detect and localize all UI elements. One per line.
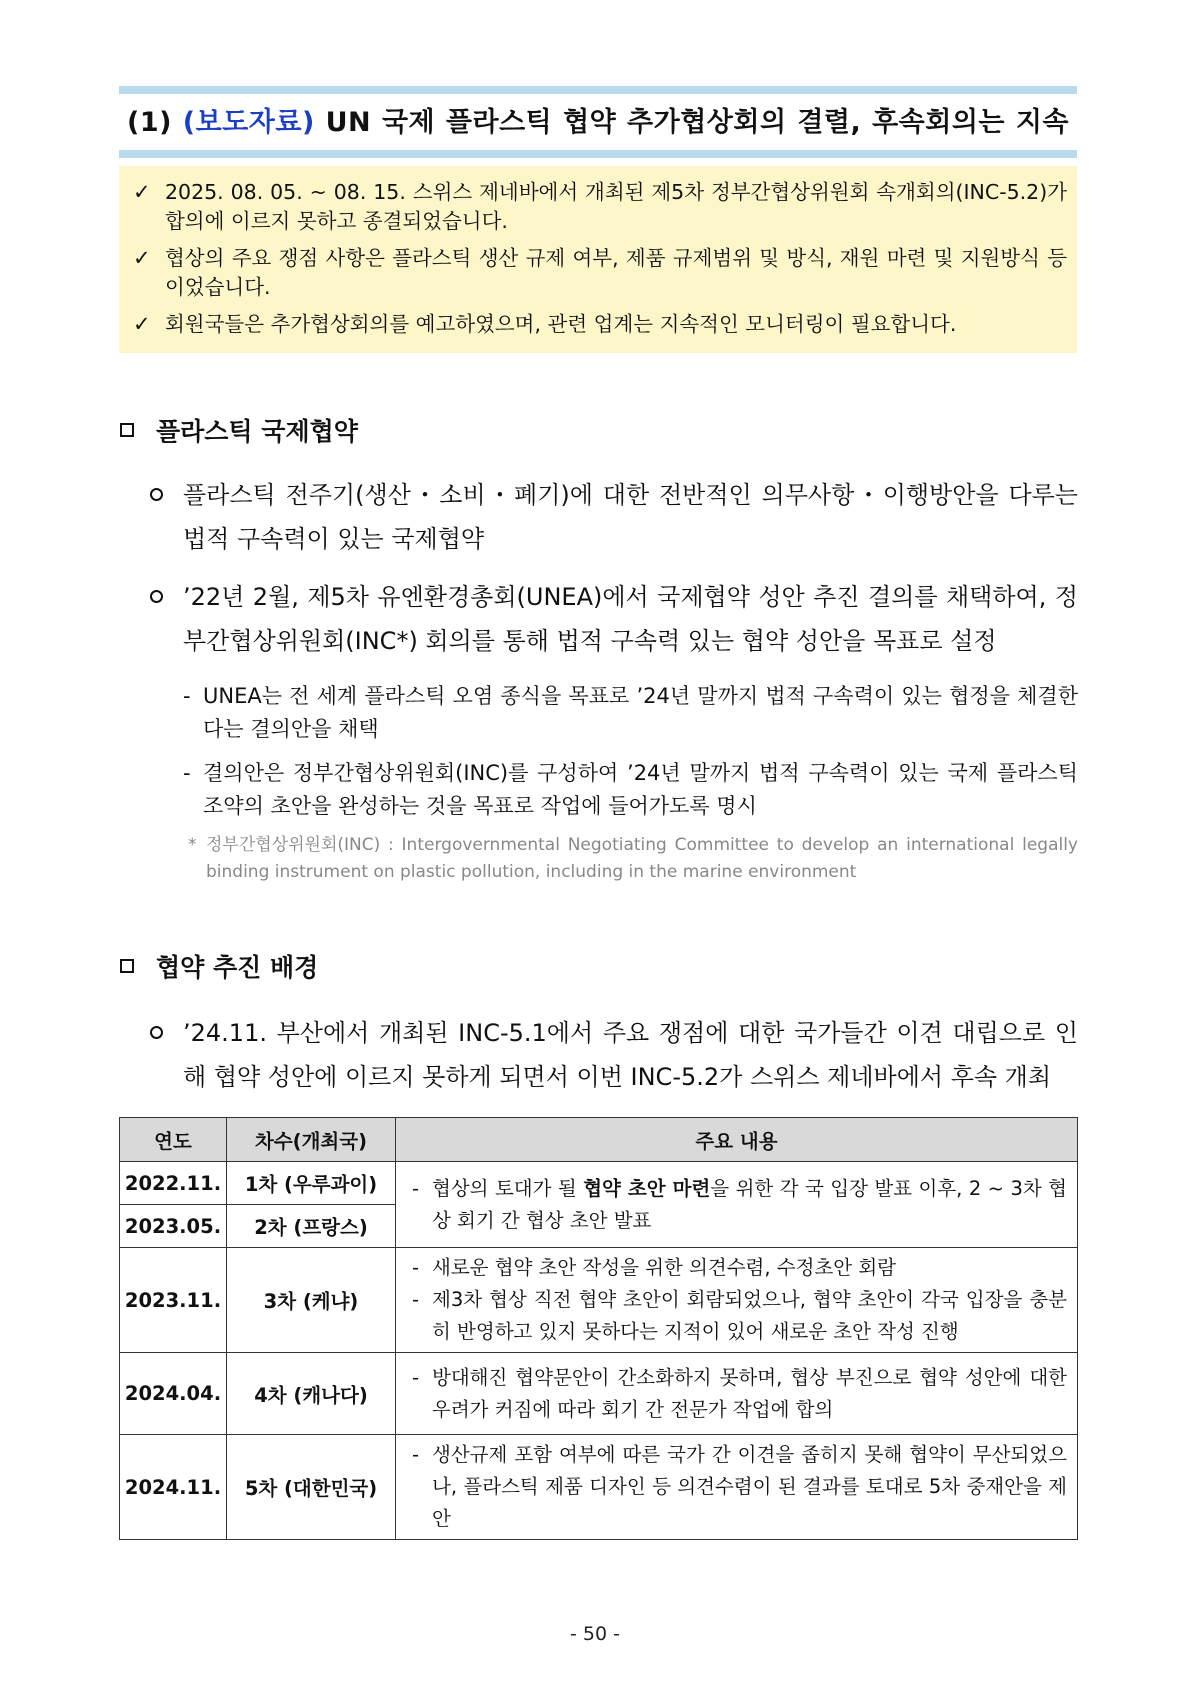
dash-text: 결의안은 정부간협상위원회(INC)를 구성하여 ’24년 말까지 법적 구속력이 있는 국제 플라스틱 조약의 초안을 완성하는 것을 목표로 작업에 들어가도록 명시 — [203, 761, 1078, 818]
summary-text: 2025. 08. 05. ~ 08. 15. 스위스 제네바에서 개최된 제5차 정부간협상위원회 속개회의(INC-5.2)가 합의에 이르지 못하고 종결되었습니다. — [165, 180, 1067, 233]
header-round: 차수(개최국) — [227, 1118, 396, 1162]
content-text: 새로운 협약 초안 작성을 위한 의견수렴, 수정초안 회람 — [432, 1256, 897, 1279]
dash-mark: - — [183, 761, 191, 785]
dash-text: UNEA는 전 세계 플라스틱 오염 종식을 목표로 ’24년 말까지 법적 구속력이 있는 협정을 체결한다는 결의안을 채택 — [203, 684, 1078, 741]
content-segment: 을 위한 각 국 입장 발표 이후, 2 ~ 3차 협상 회기 간 협상 초안 발표 — [432, 1176, 1067, 1232]
year-cell: 2024.11. — [120, 1435, 227, 1540]
content-text — [432, 1173, 1067, 1237]
summary-item — [133, 244, 1067, 302]
dash-item — [183, 757, 1078, 823]
content-text: 제3차 협상 직전 협약 초안이 회람되었으나, 협약 초안이 각국 입장을 충분히 반영하고 있지 못하다는 지적이 있어 새로운 초안 작성 진행 — [432, 1288, 1067, 1343]
section-heading-text: 협약 추진 배경 — [156, 953, 319, 982]
title-text: UN 국제 플라스틱 협약 추가협상회의 결렬, 후속회의는 지속 — [314, 107, 1069, 138]
title-top-bar — [119, 86, 1077, 94]
check-icon: ✓ — [133, 312, 151, 336]
round-cell: 1차 (우루과이) — [227, 1162, 396, 1205]
title-tag: (보도자료) — [182, 107, 315, 138]
header-content: 주요 내용 — [396, 1118, 1078, 1162]
page-title — [119, 94, 1077, 150]
circle-bullet — [150, 1011, 1078, 1099]
round-cell: 5차 (대한민국) — [227, 1435, 396, 1540]
summary-item — [133, 310, 1067, 339]
square-bullet-icon — [120, 423, 134, 437]
content-cell — [396, 1248, 1078, 1353]
bullet-text: ’24.11. 부산에서 개최된 INC-5.1에서 주요 쟁점에 대한 국가들간 이견 대립으로 인해 협약 성안에 이르지 못하게 되면서 이번 INC-5.2가 스위스 제네바에서 후속 개최 — [183, 1019, 1078, 1091]
content-cell — [396, 1162, 1078, 1248]
content-line — [412, 1439, 1067, 1535]
table-row — [120, 1353, 1078, 1435]
round-cell: 3차 (케냐) — [227, 1248, 396, 1353]
table-row — [120, 1162, 1078, 1205]
history-table — [119, 1117, 1078, 1540]
content-line — [412, 1252, 1067, 1284]
content-line — [412, 1173, 1067, 1237]
round-cell: 2차 (프랑스) — [227, 1205, 396, 1248]
circle-bullet — [150, 473, 1078, 561]
circle-bullet-icon — [150, 1026, 163, 1039]
header-year: 연도 — [120, 1118, 227, 1162]
bullet-text: ’22년 2월, 제5차 유엔환경총회(UNEA)에서 국제협약 성안 추진 결의를 채택하여, 정부간협상위원회(INC*) 회의를 통해 법적 구속력 있는 협약 성안을 목표로 설정 — [183, 583, 1078, 655]
section-heading — [120, 948, 318, 984]
dash-mark: - — [412, 1288, 420, 1311]
content-line — [412, 1362, 1067, 1426]
section-heading — [120, 412, 358, 448]
content-cell — [396, 1435, 1078, 1540]
dash-mark: - — [412, 1443, 420, 1466]
content-segment: 협상의 토대가 될 — [432, 1176, 584, 1200]
circle-bullet-icon — [150, 488, 163, 501]
year-cell: 2023.11. — [120, 1248, 227, 1353]
dash-mark: - — [183, 684, 191, 708]
square-bullet-icon — [120, 959, 134, 973]
title-block — [119, 86, 1077, 158]
circle-bullet — [150, 575, 1078, 663]
year-cell: 2024.04. — [120, 1353, 227, 1435]
content-cell — [396, 1353, 1078, 1435]
summary-text: 협상의 주요 쟁점 사항은 플라스틱 생산 규제 여부, 제품 규제범위 및 방식, 재원 마련 및 지원방식 등이었습니다. — [165, 246, 1067, 299]
summary-text: 회원국들은 추가협상회의를 예고하였으며, 관련 업계는 지속적인 모니터링이 필요합니다. — [165, 312, 957, 336]
dash-mark: - — [412, 1256, 420, 1279]
footnote-mark: * — [188, 835, 197, 855]
check-icon: ✓ — [133, 180, 151, 204]
table-row — [120, 1248, 1078, 1353]
bullet-text: 플라스틱 전주기(생산・소비・폐기)에 대한 전반적인 의무사항・이행방안을 다루는 법적 구속력이 있는 국제협약 — [183, 481, 1078, 553]
table-header-row — [120, 1118, 1078, 1162]
summary-box — [119, 166, 1077, 353]
section-heading-text: 플라스틱 국제협약 — [156, 417, 358, 446]
content-bold: 협약 초안 마련 — [583, 1176, 711, 1200]
content-line — [412, 1284, 1067, 1348]
dash-mark: - — [412, 1365, 420, 1389]
content-text: 방대해진 협약문안이 간소화하지 못하며, 협상 부진으로 협약 성안에 대한 우려가 커짐에 따라 회기 간 전문가 작업에 합의 — [432, 1365, 1067, 1421]
summary-item — [133, 178, 1067, 236]
dash-item — [183, 680, 1078, 746]
circle-bullet-icon — [150, 590, 163, 603]
content-text: 생산규제 포함 여부에 따른 국가 간 이견을 좁히지 못해 협약이 무산되었으나, 플라스틱 제품 디자인 등 의견수렴이 된 결과를 토대로 5차 중재안을 제안 — [432, 1443, 1067, 1530]
footnote-text: 정부간협상위원회(INC) : Intergovernmental Negotiating Committee to develop an international legally binding instrument on plastic pollution, including in the marine environment — [206, 835, 1078, 882]
table-row — [120, 1435, 1078, 1540]
dash-mark: - — [412, 1176, 420, 1200]
footnote — [188, 832, 1078, 886]
year-cell: 2023.05. — [120, 1205, 227, 1248]
year-cell: 2022.11. — [120, 1162, 227, 1205]
page-number: - 50 - — [570, 1623, 620, 1645]
round-cell: 4차 (캐나다) — [227, 1353, 396, 1435]
check-icon: ✓ — [133, 246, 151, 270]
title-prefix: (1) — [127, 107, 183, 138]
title-bottom-bar — [119, 150, 1077, 158]
